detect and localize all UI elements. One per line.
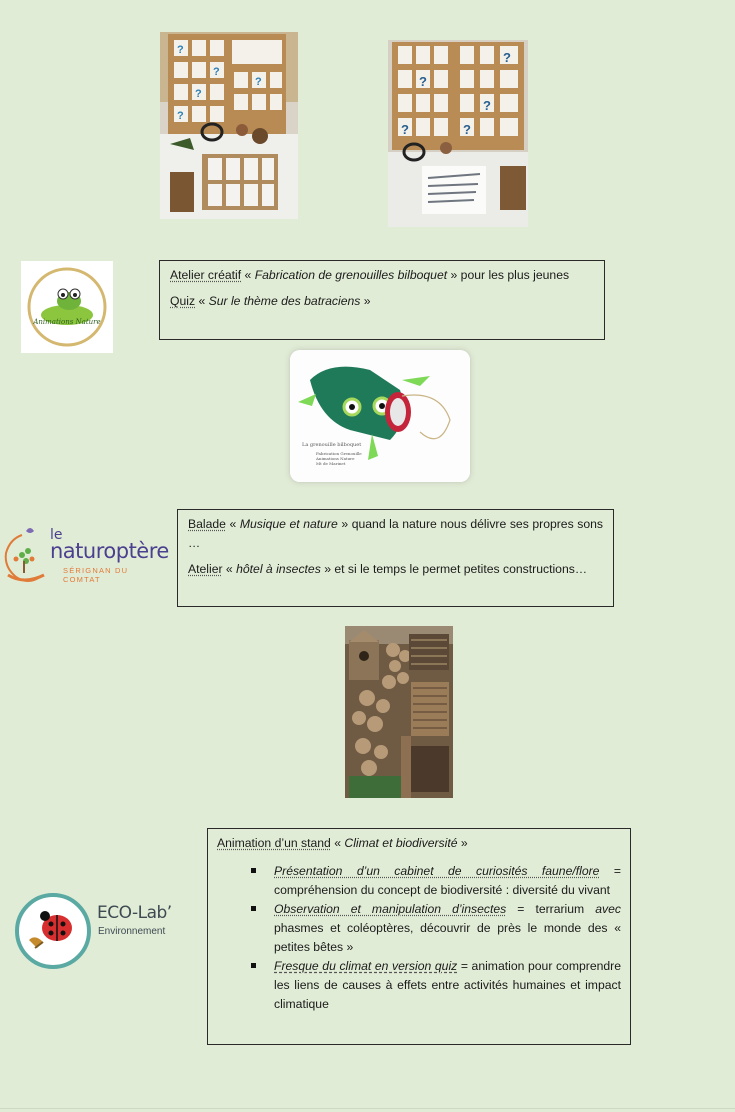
svg-text:?: ? (195, 88, 202, 100)
insect-hotel-photo (345, 626, 453, 798)
ecolab-logo-name: ECO-Lab’ (97, 903, 172, 923)
section1-line2 (170, 292, 594, 311)
frog-card-caption-line: Animations Nature (316, 456, 355, 461)
activity-label: Fresque du climat en version quiz (274, 959, 458, 973)
ecolab-logo-subtitle: Environnement (98, 926, 166, 937)
quiz-label: Quiz (170, 294, 196, 308)
section1-textbox (159, 260, 605, 340)
frog-card-caption-line: Mt de Marinet (316, 461, 346, 466)
quote-open: « (222, 562, 237, 576)
naturoptere-logo-le: le (50, 527, 63, 543)
frog-card-caption-line: Fabrication Grenouille (316, 451, 362, 456)
svg-text:?: ? (483, 98, 491, 113)
atelier-label: Atelier (188, 562, 223, 576)
animations-nature-logo-text: Animations Nature (33, 318, 101, 326)
frog-activity-title: Fabrication de grenouilles bilboquet (254, 268, 448, 282)
section1-line1-tail: » pour les plus jeunes (447, 268, 570, 282)
quiz-board-photo-left (160, 32, 298, 219)
section3-textbox (207, 828, 631, 1045)
stand-title: Climat et biodiversité (344, 836, 458, 850)
quote-open: « (330, 836, 345, 850)
quote-open: « (225, 517, 240, 531)
svg-text:?: ? (419, 74, 427, 89)
balade-title: Musique et nature (239, 517, 338, 531)
svg-text:?: ? (503, 50, 511, 65)
svg-text:?: ? (401, 122, 409, 137)
activity-label: Présentation d’un cabinet de curiosités faune/flore (274, 864, 600, 878)
activity-description-emphasis: avec (595, 902, 621, 916)
stand-activity-list (217, 862, 621, 1014)
atelier-title: hôtel à insectes (236, 562, 321, 576)
svg-text:?: ? (177, 44, 184, 56)
naturoptere-logo-place: SÉRIGNAN DU COMTAT (63, 566, 129, 584)
naturoptere-logo-name: naturoptère (50, 539, 169, 563)
quote-close: » (457, 836, 468, 850)
activity-label: Observation et manipulation d’insectes (274, 902, 507, 916)
quiz-title: Sur le thème des batraciens (208, 294, 361, 308)
svg-text:?: ? (177, 110, 184, 122)
quote-close: » (360, 294, 371, 308)
section2-line1 (188, 515, 603, 553)
svg-text:?: ? (213, 66, 220, 78)
frog-card-caption-title: La grenouille bilboquet (302, 442, 362, 448)
activity-description: phasmes et coléoptères, découvrir de près le monde des « petites bêtes » (274, 921, 621, 954)
section3-heading (217, 834, 621, 853)
atelier-description: » et si le temps le permet petites constructions… (320, 562, 588, 576)
frog-bilboquet-photo (290, 350, 470, 482)
activity-description: = compréhension du concept de biodiversité : diversité du vivant (274, 864, 621, 897)
naturoptere-logo (0, 525, 169, 587)
activity-description: = terrarium (506, 902, 596, 916)
section1-line1 (170, 266, 594, 285)
quote-open: « (241, 268, 255, 282)
quote-open: « (195, 294, 209, 308)
activity-description: = animation pour comprendre les liens de causes à effets entre activités humaines et impact climatique (274, 959, 621, 1011)
frog-card-caption (302, 443, 362, 466)
list-item (217, 900, 621, 957)
balade-label: Balade (188, 517, 226, 531)
atelier-creatif-label: Atelier créatif (170, 268, 242, 282)
quiz-board-photo-right (388, 40, 528, 227)
list-item (217, 957, 621, 1014)
page-bottom-divider (0, 1108, 735, 1109)
ecolab-logo (13, 890, 178, 972)
balade-description: » quand la nature nous délivre ses propres sons … (188, 517, 603, 550)
stand-label: Animation d’un stand (217, 836, 331, 850)
list-item (217, 862, 621, 900)
section2-line2 (188, 560, 603, 579)
svg-text:?: ? (463, 122, 471, 137)
section2-textbox (177, 509, 614, 607)
animations-nature-logo (21, 261, 113, 353)
svg-text:?: ? (255, 76, 262, 88)
